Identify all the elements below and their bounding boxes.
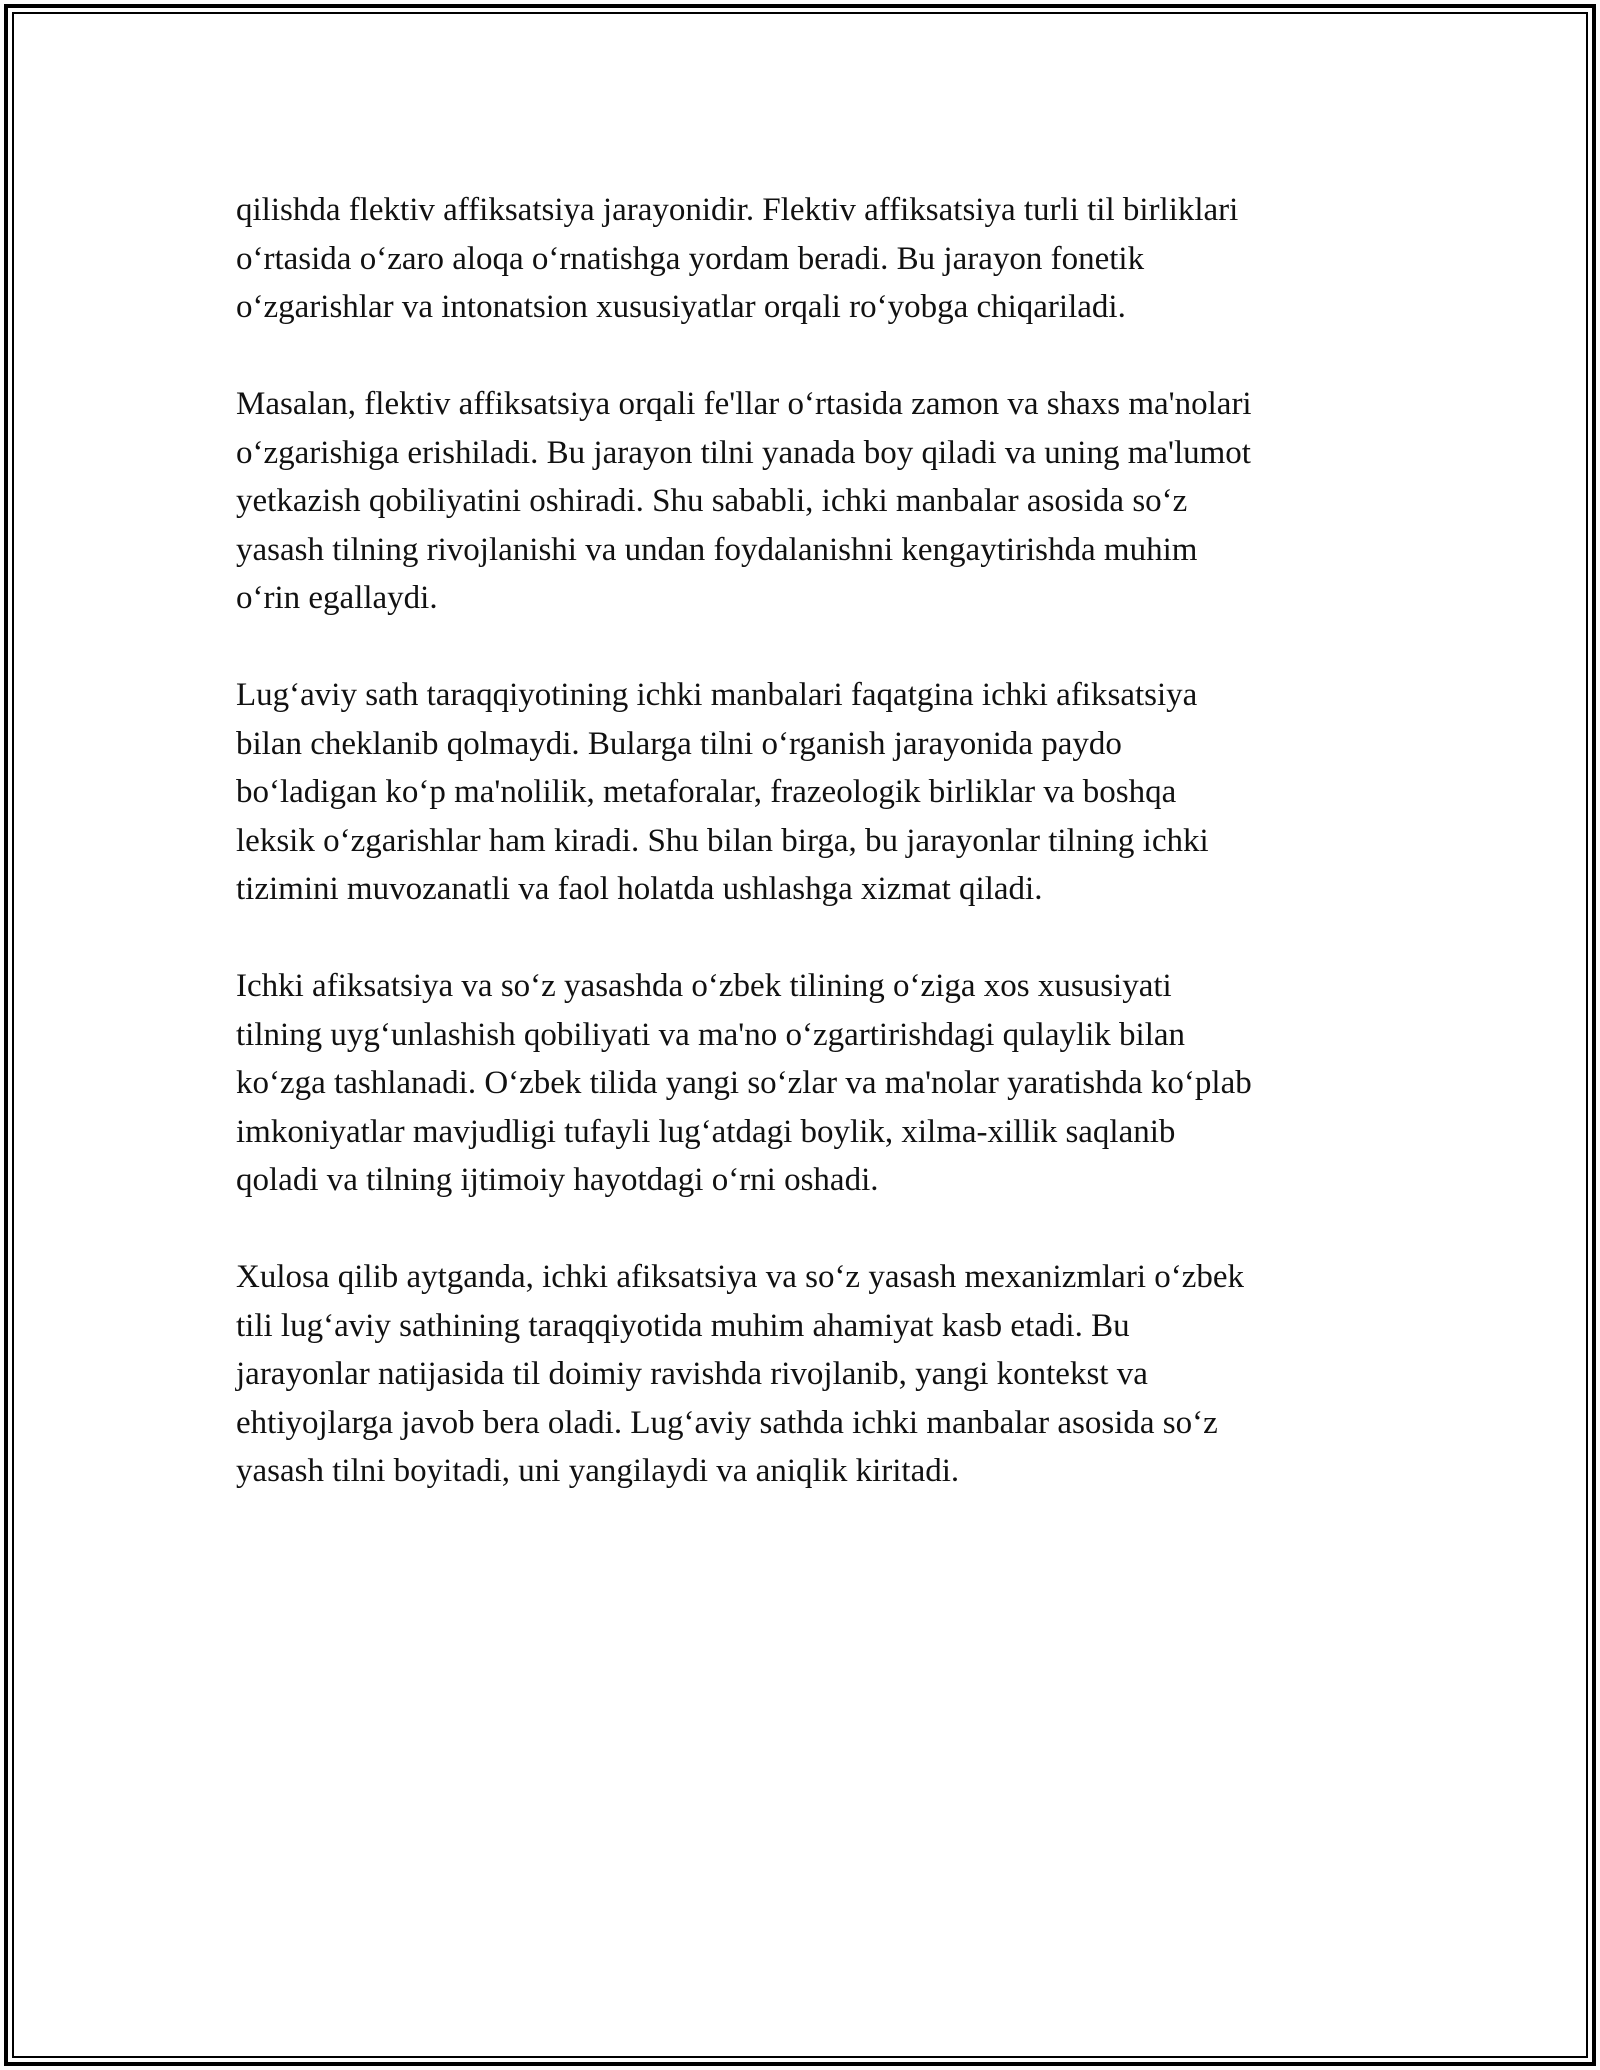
paragraph: Xulosa qilib aytganda, ichki afiksatsiya va so‘z yasash mexanizmlari o‘zbek tili lug‘aviy sathining taraqqiyotida muhim ahamiyat kasb etadi. Bu jarayonlar natijasida til doimiy ravishda rivojlanib, yangi kontekst va ehtiyojlarga javob bera oladi. Lug‘aviy sathda ichki manbalar asosida so‘z yasash tilni boyitadi, uni yangilaydi va aniqlik kiritadi. bbox=[236, 1259, 1245, 1489]
paragraph: qilishda flektiv affiksatsiya jarayonidir. Flektiv affiksatsiya turli til birliklari o‘rtasida o‘zaro aloqa o‘rnatishga yordam beradi. Bu jarayon fonetik o‘zgarishlar va intonatsion xususiyatlar orqali ro‘yobga chiqariladi. bbox=[236, 192, 1239, 325]
paragraph: Ichki afiksatsiya va so‘z yasashda o‘zbek tilining o‘ziga xos xususiyati tilning uyg‘unlashish qobiliyati va ma'no o‘zgartirishdagi qulaylik bilan ko‘zga tashlanadi. O‘zbek tilida yangi so‘zlar va ma'nolar yaratishda ko‘plab imkoniyatlar mavjudligi tufayli lug‘atdagi boylik, xilma-xillik saqlanib qoladi va tilning ijtimoiy hayotdagi o‘rni oshadi. bbox=[236, 968, 1252, 1198]
document-body bbox=[236, 186, 1396, 1544]
paragraph: Lug‘aviy sath taraqqiyotining ichki manbalari faqatgina ichki afiksatsiya bilan cheklanib qolmaydi. Bularga tilni o‘rganish jarayonida paydo bo‘ladigan ko‘p ma'nolilik, metaforalar, frazeologik birliklar va boshqa leksik o‘zgarishlar ham kiradi. Shu bilan birga, bu jarayonlar tilning ichki tizimini muvozanatli va faol holatda ushlashga xizmat qiladi. bbox=[236, 677, 1209, 907]
paragraph: Masalan, flektiv affiksatsiya orqali fe'llar o‘rtasida zamon va shaxs ma'nolari o‘zgarishiga erishiladi. Bu jarayon tilni yanada boy qiladi va uning ma'lumot yetkazish qobiliyatini oshiradi. Shu sababli, ichki manbalar asosida so‘z yasash tilning rivojlanishi va undan foydalanishni kengaytirishda muhim o‘rin egallaydi. bbox=[236, 386, 1252, 616]
